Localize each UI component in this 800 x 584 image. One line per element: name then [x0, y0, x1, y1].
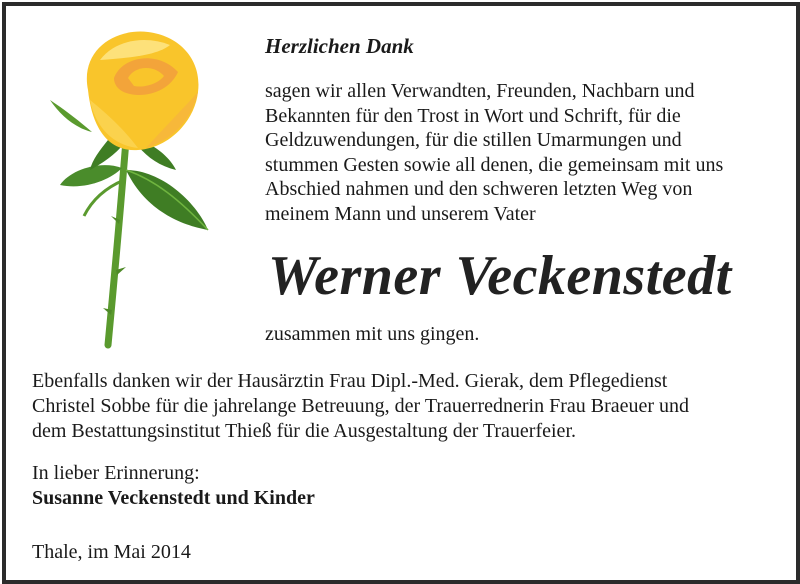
paragraph-line: sagen wir allen Verwandten, Freunden, Nachbarn und [265, 80, 695, 102]
paragraph-line: dem Bestattungsinstitut Thieß für die Ausgestaltung der Trauerfeier. [32, 420, 576, 442]
signers: Susanne Veckenstedt und Kinder [32, 487, 315, 509]
obituary-card [2, 2, 800, 584]
yellow-rose-icon [30, 20, 250, 350]
deceased-name: Werner Veckenstedt [268, 245, 732, 307]
paragraph-line: meinem Mann und unserem Vater [265, 202, 536, 225]
paragraph-line: Abschied nahmen und den schweren letzten Weg von [265, 178, 693, 200]
place-date: Thale, im Mai 2014 [32, 541, 191, 563]
thanks-paragraph [265, 79, 785, 226]
paragraph-line: Ebenfalls danken wir der Hausärztin Frau Dipl.-Med. Gierak, dem Pflegedienst [32, 370, 668, 392]
closing-phrase: zusammen mit uns gingen. [265, 323, 480, 345]
memory-label: In lieber Erinnerung: [32, 462, 200, 484]
paragraph-line: Christel Sobbe für die jahrelange Betreuung, der Trauerrednerin Frau Braeuer und [32, 395, 690, 417]
paragraph-line: Bekannten für den Trost in Wort und Schrift, für die [265, 104, 681, 127]
thanks-heading: Herzlichen Dank [265, 34, 414, 58]
paragraph-line: stummen Gesten sowie all denen, die gemeinsam mit uns [265, 153, 724, 176]
paragraph-line: Geldzuwendungen, für die stillen Umarmungen und [265, 129, 682, 151]
additional-thanks-paragraph [32, 369, 792, 444]
